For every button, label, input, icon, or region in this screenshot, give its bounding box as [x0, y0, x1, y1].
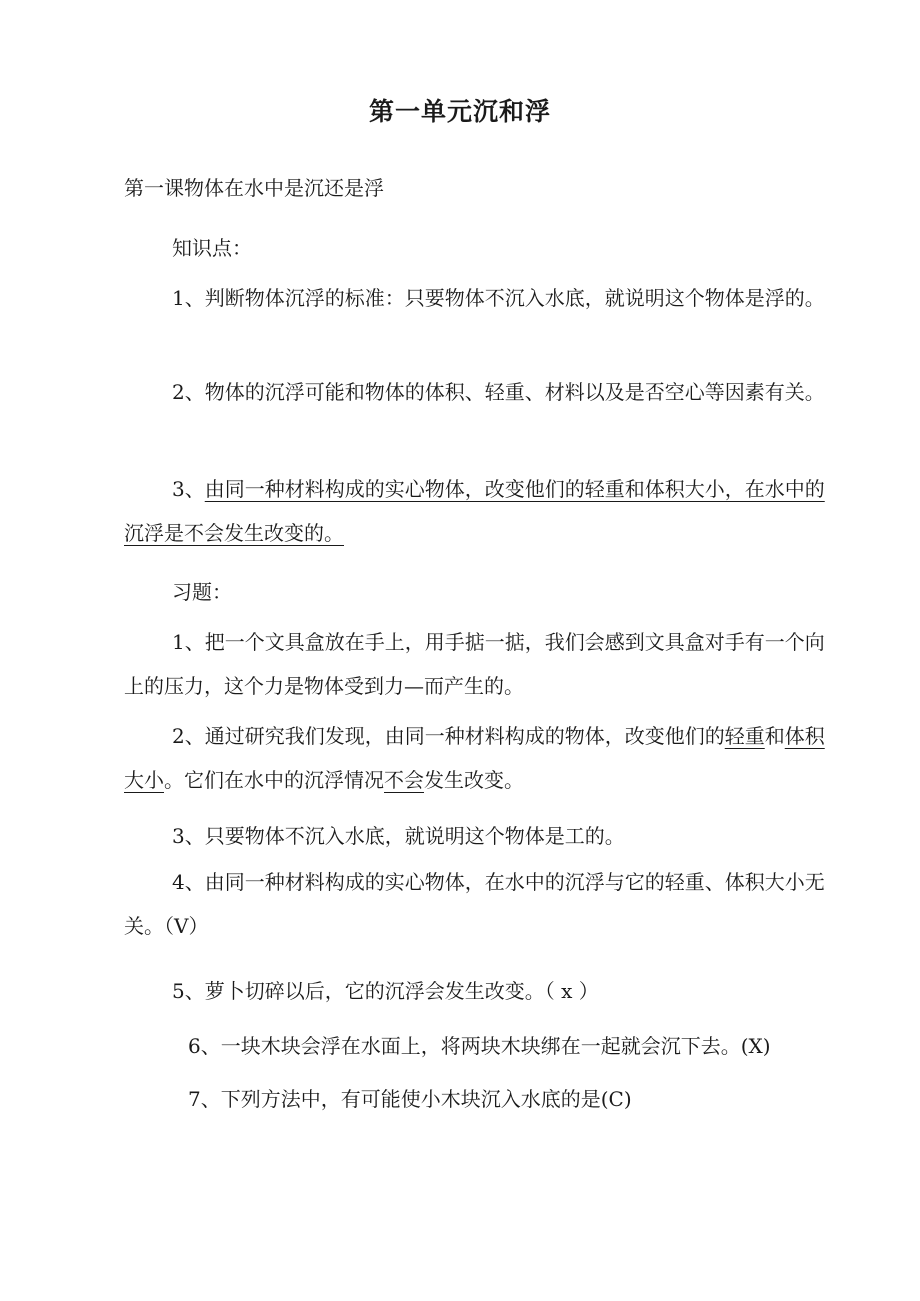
knowledge-item-3-number: 3、: [172, 477, 205, 501]
exercise-2-text-d: 发生改变。: [424, 768, 524, 792]
exercise-3: 3、只要物体不沉入水底，就说明这个物体是工的。: [172, 824, 625, 848]
knowledge-item-3: [124, 467, 830, 555]
exercise-2-text-b: 和: [764, 724, 785, 748]
exercise-2-text-a: 2、通过研究我们发现，由同一种材料构成的物体，改变他们的: [172, 724, 725, 748]
page-title: 第一单元沉和浮: [368, 97, 551, 126]
exercise-5: 5、萝卜切碎以后，它的沉浮会发生改变。（ x ）: [172, 979, 599, 1003]
exercise-2-text-c: 。它们在水中的沉浮情况: [164, 768, 384, 792]
knowledge-heading: 知识点：: [172, 236, 252, 260]
exercises-heading: 习题：: [172, 580, 232, 604]
exercise-2-answer-weight: 轻重: [724, 724, 765, 748]
exercise-1: 1、把一个文具盒放在手上，用手掂一掂，我们会感到文具盒对手有一个向上的压力，这个力是物体受到力—而产生的。: [124, 630, 825, 698]
knowledge-item-3-underlined-text: 由同一种材料构成的实心物体，改变他们的轻重和体积大小，在水中的沉浮是不会发生改变的。: [124, 477, 825, 545]
exercise-4: 4、由同一种材料构成的实心物体，在水中的沉浮与它的轻重、体积大小无关。（V）: [124, 870, 825, 938]
exercise-2: [124, 714, 830, 802]
exercise-6: 6、一块木块会浮在水面上，将两块木块绑在一起就会沉下去。(X): [188, 1034, 771, 1058]
exercise-7: 7、下列方法中，有可能使小木块沉入水底的是(C): [188, 1087, 632, 1111]
exercise-2-answer-not: 不会: [384, 768, 424, 792]
exercise-2-answer-volume: 体积大小: [124, 724, 825, 792]
lesson-title: 第一课物体在水中是沉还是浮: [124, 176, 384, 200]
knowledge-item-1: 1、判断物体沉浮的标准：只要物体不沉入水底，就说明这个物体是浮的。: [172, 286, 825, 310]
knowledge-item-2: 2、物体的沉浮可能和物体的体积、轻重、材料以及是否空心等因素有关。: [172, 380, 825, 404]
